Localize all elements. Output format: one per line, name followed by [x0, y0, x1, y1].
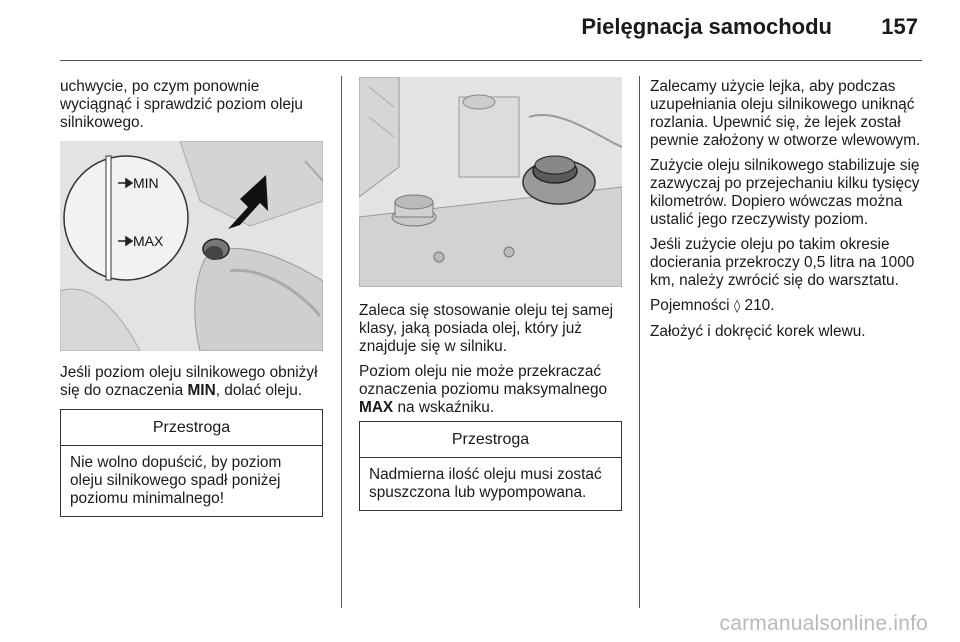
col3-paragraph-3: Jeśli zużycie oleju po takim okresie docierania przekroczy 0,5 litra na 1000 km, należy zwrócić się do warsztatu.: [650, 236, 915, 289]
col3-paragraph-5: Założyć i dokręcić korek wlewu.: [650, 323, 866, 340]
col3-paragraph-2: Zużycie oleju silnikowego stabilizuje się zazwyczaj po przejechaniu kilku tysięcy kilometrów. Dopiero wówczas można ustalić jego rzeczywisty poziom.: [650, 157, 920, 228]
warning-box-1: [60, 409, 323, 517]
col3-paragraph-4: Pojemności ◊ 210.: [650, 297, 775, 314]
column-3: [650, 78, 925, 348]
watermark: carmanualsonline.info: [719, 612, 928, 635]
column-1b: [60, 364, 340, 407]
warning-box-2: [359, 421, 622, 511]
warning-body-2: Nadmierna ilość oleju musi zostać spuszczona lub wypompowana.: [369, 466, 602, 501]
min-bold: MIN: [187, 382, 216, 399]
col3-paragraph-1: Zalecamy użycie lejka, aby podczas uzupełniania oleju silnikowego uniknąć rozlania. Upewnić się, że lejek został pewnie założony w otworze wlewowym.: [650, 78, 921, 149]
header-rule: [60, 60, 922, 61]
col1-paragraph-1: uchwycie, po czym ponownie wyciągnąć i sprawdzić poziom oleju silnikowego.: [60, 78, 303, 131]
page-title: Pielęgnacja samochodu: [581, 14, 832, 39]
col2-paragraph-1: Zaleca się stosowanie oleju tej samej klasy, jaką posiada olej, który już znajduje się w silniku.: [359, 302, 614, 355]
col2-paragraph-2: Poziom oleju nie może przekraczać oznaczenia poziomu maksymalnego MAX na wskaźniku.: [359, 363, 608, 416]
warning-title-1: Przestroga: [61, 410, 322, 446]
page-number: 157: [881, 14, 918, 39]
min-label: MIN: [133, 175, 159, 191]
warning-body-1: Nie wolno dopuścić, by poziom oleju silnikowego spadł poniżej poziomu minimalnego!: [70, 454, 282, 507]
max-bold: MAX: [359, 399, 394, 416]
column-2: [359, 302, 629, 424]
warning-title-2: Przestroga: [360, 422, 621, 458]
col1-paragraph-2: Jeśli poziom oleju silnikowego obniżył się do oznaczenia MIN, dolać oleju.: [60, 364, 318, 399]
page-reference-icon: ◊: [733, 299, 741, 314]
oil-filler-cap-illustration: [359, 77, 622, 287]
column-divider-2: [639, 76, 640, 608]
column-1: [60, 78, 330, 139]
max-label: MAX: [133, 233, 164, 249]
dipstick-illustration: [60, 141, 323, 351]
column-divider-1: [341, 76, 342, 608]
